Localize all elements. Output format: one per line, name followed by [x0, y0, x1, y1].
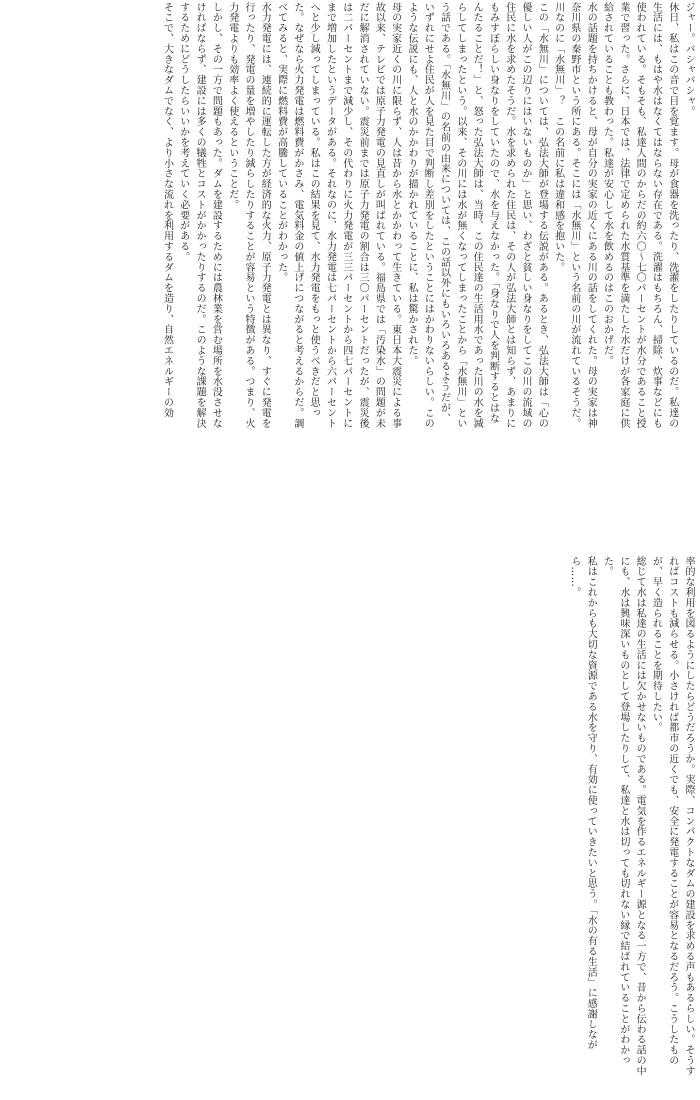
essay-paragraph: この「水無川」については、弘法大師が登場する伝説がある。あるとき、弘法大師は「心の優しい人がこの辺りにはいないものか」と思い、わざと貧しい身なりをしてこの川の流域の住民に水を求めたそうだ。水を求められた住民は、その人が弘法大師とは知らず、あまりにもみすぼらしい身なりをしていたので、水を与えなかった。「身なりで人を判断するとはなんたることだ！」と、怒った弘法大師は、当時、この住民達の生活用水であった川の水を減らしてしまったという。以来、その川には水が無くなってしまったことから「水無川」という話である。「水無川」の名前の由来については、この話以外にもいろいろあるようだが、いずれにせよ住民が人を見た目で判断し差別をしたということにはかわりないらしい。このような伝説にも、人と水のかかわりが描かれていることに、私は驚かされた。	[405, 2, 548, 429]
essay-paragraph: 水の話題を持ちかけると、母が自分の実家の近くにある川の話をしてくれた。母の実家は神奈川県の秦野市という所にある。そこには「水無川」という名前の川が流れているそうだ。川なのに「水無川」？ この名前に私は違和感を抱いた。	[552, 2, 597, 429]
essay-paragraph: 率的な利用を図るようにしたらどうだろうか。実際、コンパクトなダムの建設を求める声もあるらしい。そうすればコストも減らせる。小さければ都市の近くでも、安全に発電することが容易となるだろう。こうしたものが、早く造られることを期待したい。	[650, 556, 694, 1076]
essay-paragraph: ジャー。バシャバシャ。	[683, 2, 694, 117]
essay-body-upper	[6, 2, 696, 432]
essay-paragraph: 休日、私はこの音で目を覚ます。母が食器を洗ったり、洗濯をしたりしているのだ。私達の生活には、もはや水はなくてはならない存在である。洗濯はもちろん、掃除、炊事などにも使われている。そもそも、私達人間のからだの約六〇～七〇パーセントが水分であること授業で習った。さらに、日本では、法律で定められた水質基準を満たした水だけが各家庭に供給されていることも教わった。私達が安心して水を飲めるのはこのおかげだ。	[601, 2, 678, 429]
essay-paragraph: 母の実家近くの川に限らず、人は昔から水とかかわって生きている。東日本大震災による事故以来、テレビでは原子力発電の見直しが叫ばれている。福島県では「汚染水」の問題が未だに解消されていない。震災前までは原子力発電の割合は三〇パーセントだったが、震災後は二パーセントまで減少し、その代わりに火力発電が三三パーセントから四七パーセントにまで増加したというデータがある。それなのに、水力発電は七パーセントから六パーセントへと少し減ってしまっている。私はこの結果を見て、水力発電をもっと使うべきだと思った。なぜなら火力発電は燃料費がかさみ、電気料金の値上げにつながると考えるからだ。調べてみると、実際に燃料費が高騰していることがわかった。	[275, 2, 401, 429]
essay-paragraph: 総じて水は私達の生活には欠かせないものである。電気を作るエネルギー源となる一方で、昔から伝わる話の中にも、水は興味深いものとして登場したりして、私達と水は切っても切れない縁で結ばれていることがわかった。	[601, 556, 646, 1076]
essay-body-lower	[516, 556, 696, 1076]
essay-paragraph: しかし、その一方で問題もあった。ダムを建設するためには農林業を営む場所を水没させなければならず、建設には多くの犠牲とコストがかかったりするのだ。このような課題を解決するためにどうしたらいいかを考えていく必要がある。	[177, 2, 222, 429]
essay-paragraph: 水力発電には、連続的に運転した方が経済的な火力、原子力発電とは異なり、すぐに発電を行ったり、発電の量を増やしたり減らしたりすることが容易という特徴がある。つまり、火力発電よりも効率よく使えるということだ。	[226, 2, 271, 429]
essay-paragraph: そこで、大きなダムでなく、より小さな流れを利用するダムを造り、自然エネルギーの効	[161, 2, 173, 418]
essay-paragraph: 私はこれからも大切な資源である水を守り、有効に使っていきたいと思う。「水の有る生活」に感謝しながら……。	[568, 556, 597, 1051]
